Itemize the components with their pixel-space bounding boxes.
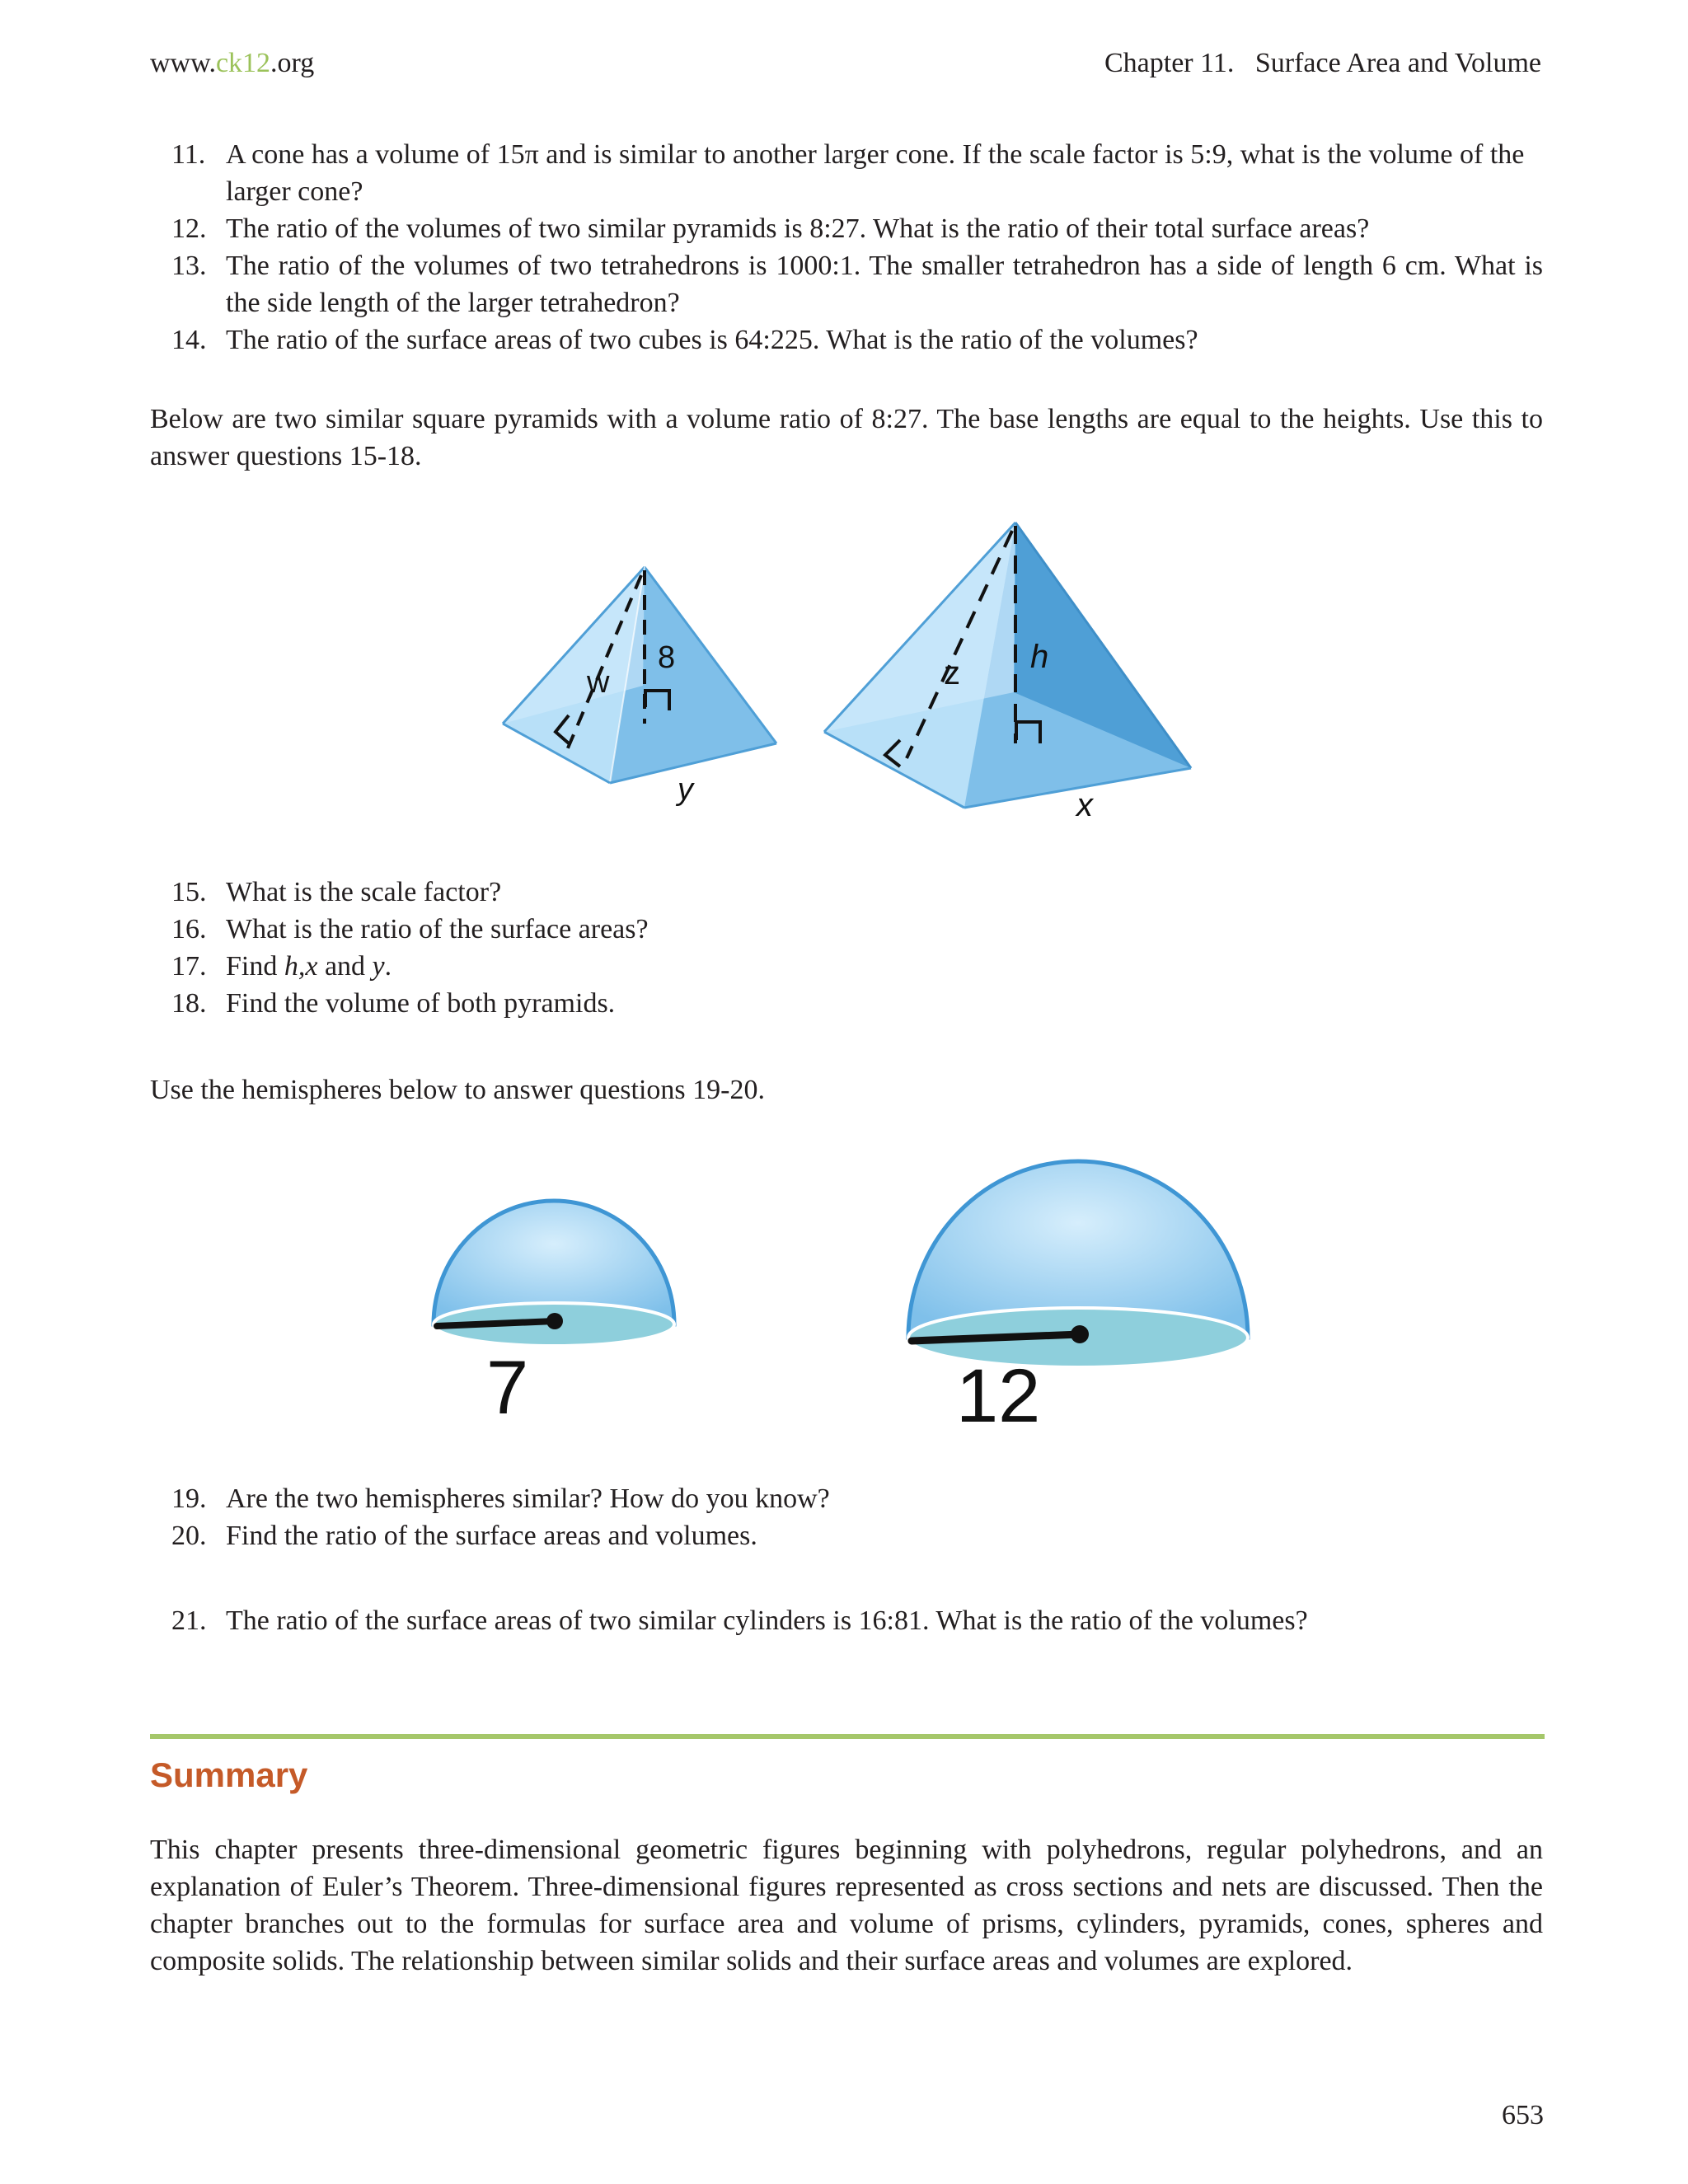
label-8: 8 (658, 640, 676, 675)
small-hemisphere (434, 1201, 674, 1430)
questions-11-14 (150, 136, 1543, 359)
small-pyramid (503, 567, 776, 807)
site-brand: ck12 (215, 48, 271, 78)
summary-body: This chapter presents three-dimensional geometric figures beginning with polyhedrons, regular polyhedrons, and an explanation of Euler’s Theorem. Three-dimensional figures represented as cross sections and nets are discussed. Then the chapter branches out to the formulas for surface area and volume of prisms, cylinders, pyramids, cones, spheres and composite solids. The relationship between similar solids and their surface areas and volumes are explored. (150, 1835, 1543, 1976)
site-suffix: .org (270, 48, 315, 78)
question-14: 14. The ratio of the surface areas of two cubes is 64:225. What is the ratio of the volumes? (171, 325, 1198, 355)
question-20: 20. Find the ratio of the surface areas and volumes. (171, 1521, 757, 1551)
label-7: 7 (486, 1346, 529, 1430)
questions-15-18 (150, 874, 1543, 1022)
question-13: 13. The ratio of the volumes of two tetrahedrons is 1000:1. The smaller tetrahedron has a side of length 6 cm. What is the side length of the larger tetrahedron? (171, 251, 1543, 318)
chapter-title: Chapter 11. Surface Area and Volume (1104, 48, 1541, 78)
question-12: 12. The ratio of the volumes of two similar pyramids is 8:27. What is the ratio of their total surface areas? (171, 213, 1370, 244)
pyramids-intro: Below are two similar square pyramids with a volume ratio of 8:27. The base lengths are equal to the heights. Use this to answer questions 15-18. (150, 404, 1543, 471)
label-12: 12 (956, 1354, 1041, 1434)
questions-19-20 (150, 1480, 1543, 1554)
hemispheres-intro: Use the hemispheres below to answer questions 19-20. (150, 1075, 765, 1105)
site-url[interactable] (150, 48, 314, 79)
label-h: h (1030, 639, 1049, 675)
summary-heading: Summary (150, 1755, 308, 1794)
label-w: w (587, 665, 610, 700)
question-17: 17. Find h,x and y. (171, 951, 392, 982)
label-z: z (944, 655, 960, 691)
question-11: 11. A cone has a volume of 15π and is similar to another larger cone. If the scale factor is 5:9, what is the volume of the larger cone? (171, 139, 1525, 207)
large-hemisphere (908, 1161, 1248, 1434)
question-19: 19. Are the two hemispheres similar? How do you know? (171, 1483, 830, 1514)
question-21-list (150, 1602, 1543, 1639)
pyramids-figure (486, 511, 1212, 832)
question-16: 16. What is the ratio of the surface areas? (171, 914, 649, 944)
page-number: 653 (1502, 2100, 1544, 2130)
site-prefix: www. (150, 48, 216, 78)
label-y: y (678, 772, 693, 807)
question-21: 21. The ratio of the surface areas of two similar cylinders is 16:81. What is the ratio of the volumes? (171, 1605, 1308, 1636)
question-18: 18. Find the volume of both pyramids. (171, 988, 616, 1019)
label-x: x (1076, 787, 1093, 823)
section-divider (150, 1734, 1545, 1739)
large-pyramid (824, 523, 1191, 823)
question-15: 15. What is the scale factor? (171, 877, 502, 907)
hemispheres-figure (420, 1150, 1286, 1434)
